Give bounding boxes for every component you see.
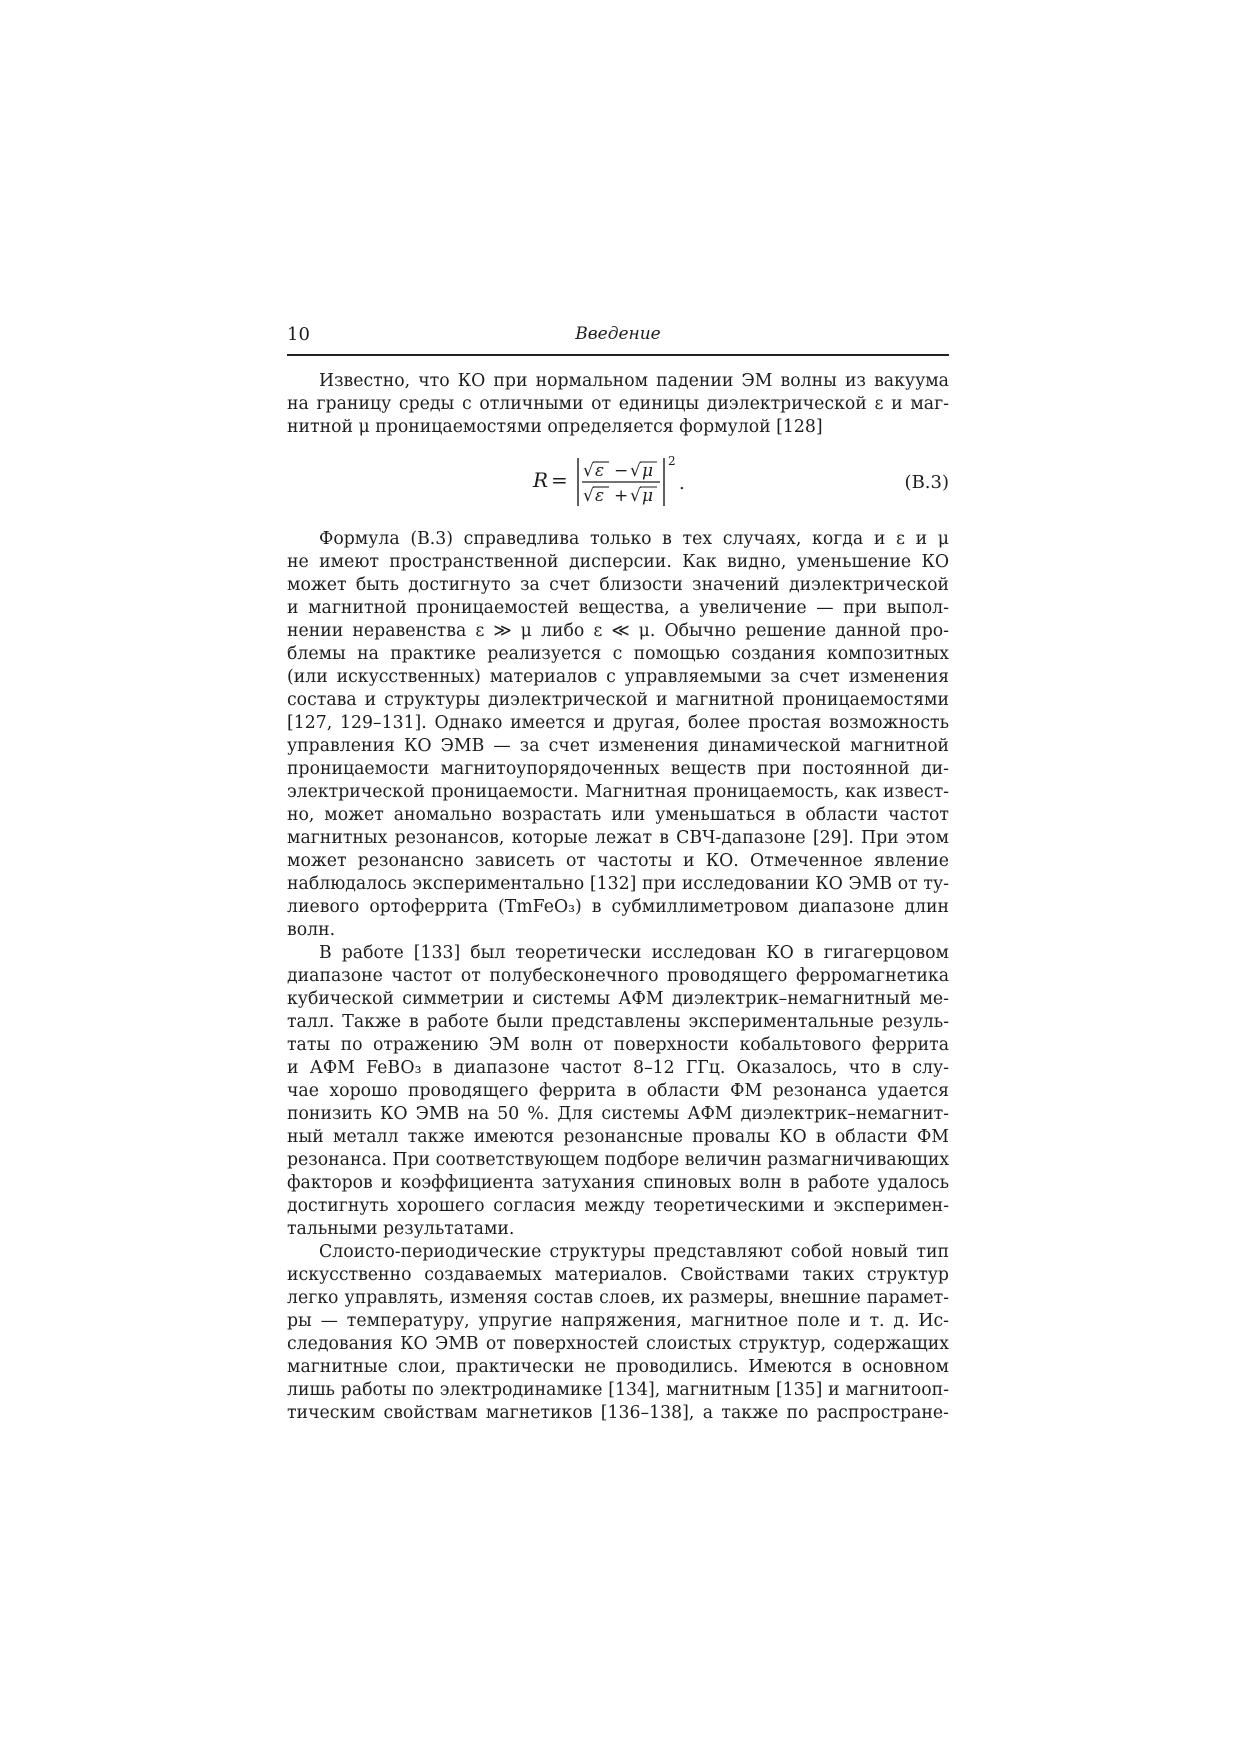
text-line: магнитных резонансов, которые лежат в СВЧ-дапазоне [29]. При этом <box>287 828 949 848</box>
text-line: тическим свойствам магнетиков [136–138], а также по распростране- <box>287 1403 949 1423</box>
text-line: таты по отражению ЭМ волн от поверхности кобальтового феррита <box>287 1035 949 1055</box>
text-line: понизить КО ЭМВ на 50 %. Для системы АФМ диэлектрик–немагнит- <box>287 1104 949 1124</box>
text-line: ры — температуру, упругие напряжения, магнитное поле и т. д. Ис- <box>287 1311 949 1331</box>
text-line: блемы на практике реализуется с помощью создания композитных <box>287 644 949 664</box>
text-line: следования КО ЭМВ от поверхностей слоистых структур, содержащих <box>287 1334 949 1354</box>
text-line: может резонансно зависеть от частоты и КО. Отмеченное явление <box>287 851 949 871</box>
svg-text:+: + <box>614 486 629 506</box>
text-line: ный металл также имеются резонансные провалы КО в области ФМ <box>287 1127 949 1147</box>
formula-b3 <box>287 450 949 510</box>
text-line: нитной μ проницаемостями определяется формулой [128] <box>287 417 823 437</box>
text-line: диапазоне частот от полубесконечного проводящего ферромагнетика <box>287 966 949 986</box>
text-line: может быть достигнуто за счет близости значений диэлектрической <box>287 575 949 595</box>
text-line: и АФМ FeBO₃ в диапазоне частот 8–12 ГГц. Оказалось, что в слу- <box>287 1058 949 1078</box>
text-line: и магнитной проницаемостей вещества, а увеличение — при выпол- <box>287 598 949 618</box>
text-line: магнитные слои, практически не проводились. Имеются в основном <box>287 1357 949 1377</box>
svg-text:√: √ <box>630 486 641 506</box>
equation-number: (B.3) <box>904 472 949 493</box>
text-line: лишь работы по электродинамике [134], магнитным [135] и магнитооп- <box>287 1380 949 1400</box>
svg-text:μ: μ <box>642 486 654 506</box>
svg-text:−: − <box>614 461 629 481</box>
running-title: Введение <box>575 324 661 344</box>
svg-text:ε: ε <box>595 461 605 481</box>
text-line: [127, 129–131]. Однако имеется и другая, более простая возможность <box>287 713 949 733</box>
text-line: легко управлять, изменяя состав слоев, их размеры, внешние парамет- <box>287 1288 949 1308</box>
text-line: состава и структуры диэлектрической и магнитной проницаемостями <box>287 690 949 710</box>
svg-text:√: √ <box>630 461 641 481</box>
svg-text:=: = <box>551 468 568 492</box>
text-line: наблюдалось экспериментально [132] при исследовании КО ЭМВ от ту- <box>287 874 949 894</box>
text-line: (или искусственных) материалов с управляемыми за счет изменения <box>287 667 949 687</box>
text-line: Известно, что КО при нормальном падении ЭМ волны из вакуума <box>319 371 949 391</box>
page-header <box>287 324 949 356</box>
svg-text:2: 2 <box>668 454 676 468</box>
text-line: лиевого ортоферрита (TmFeO₃) в субмиллиметровом диапазоне длин <box>287 897 949 917</box>
text-line: электрической проницаемости. Магнитная проницаемость, как извест- <box>287 782 949 802</box>
text-line: факторов и коэффициента затухания спиновых волн в работе удалось <box>287 1173 949 1193</box>
text-line: В работе [133] был теоретически исследован КО в гигагерцовом <box>319 943 949 963</box>
svg-text:μ: μ <box>642 461 654 481</box>
svg-text:√: √ <box>583 486 594 506</box>
text-line: талл. Также в работе были представлены экспериментальные резуль- <box>287 1012 949 1032</box>
text-line: проницаемости магнитоупорядоченных веществ при постоянной ди- <box>287 759 949 779</box>
reflection-formula <box>287 450 707 510</box>
svg-text:R: R <box>533 468 549 492</box>
page-number: 10 <box>287 324 310 345</box>
text-line: чае хорошо проводящего феррита в области ФМ резонанса удается <box>287 1081 949 1101</box>
text-line: тальными результатами. <box>287 1219 515 1239</box>
text-line: нении неравенства ε ≫ μ либо ε ≪ μ. Обычно решение данной про- <box>287 621 949 641</box>
text-line: кубической симметрии и системы АФМ диэлектрик–немагнитный ме- <box>287 989 949 1009</box>
text-line: волн. <box>287 920 336 940</box>
text-line: искусственно создаваемых материалов. Свойствами таких структур <box>287 1265 949 1285</box>
svg-text:ε: ε <box>595 486 605 506</box>
text-line: управления КО ЭМВ — за счет изменения динамической магнитной <box>287 736 949 756</box>
svg-text:.: . <box>679 473 685 494</box>
svg-text:√: √ <box>583 461 594 481</box>
text-line: не имеют пространственной дисперсии. Как видно, уменьшение КО <box>287 552 949 572</box>
text-line: достигнуть хорошего согласия между теоретическими и эксперимен- <box>287 1196 949 1216</box>
text-line: Формула (B.3) справедлива только в тех случаях, когда и ε и μ <box>319 529 949 549</box>
text-line: резонанса. При соответствующем подборе величин размагничивающих <box>287 1150 949 1170</box>
text-line: Слоисто-периодические структуры представляют собой новый тип <box>319 1242 949 1262</box>
text-line: на границу среды с отличными от единицы диэлектрической ε и маг- <box>287 394 949 414</box>
text-line: но, может аномально возрастать или уменьшаться в области частот <box>287 805 949 825</box>
